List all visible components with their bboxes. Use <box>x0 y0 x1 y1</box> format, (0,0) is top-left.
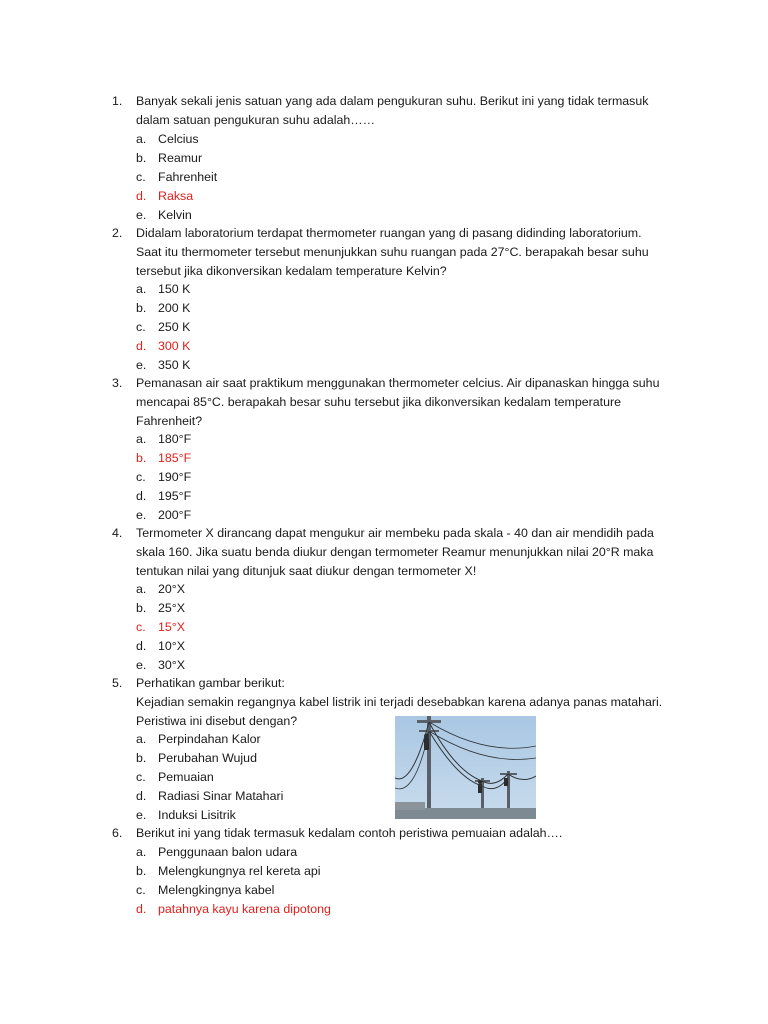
option-text: Perubahan Wujud <box>158 751 257 765</box>
question-text: Perhatikan gambar berikut: <box>136 676 285 690</box>
option-text: 250 K <box>158 320 191 334</box>
option-label: d. <box>136 789 147 803</box>
question-number: 3. <box>112 376 123 390</box>
question-text: Didalam laboratorium terdapat thermometer ruangan yang di pasang didinding laboratorium. <box>136 226 642 240</box>
question-text: skala 160. Jika suatu benda diukur dengan termometer Reamur menunjukkan nilai 20°R maka <box>136 545 654 559</box>
option-label: e. <box>136 208 147 222</box>
option-text: 350 K <box>158 358 191 372</box>
answer-option-text: 185°F <box>158 451 192 465</box>
option-label: b. <box>136 151 147 165</box>
option-text: Reamur <box>158 151 203 165</box>
question-number: 5. <box>112 676 123 690</box>
answer-option-text: 300 K <box>158 339 191 353</box>
option-text: Fahrenheit <box>158 170 218 184</box>
option-label: c. <box>136 170 146 184</box>
question-number: 6. <box>112 826 123 840</box>
question-text: dalam satuan pengukuran suhu adalah…… <box>136 113 376 127</box>
option-label: a. <box>136 132 147 146</box>
question-text: Fahrenheit? <box>136 414 203 428</box>
option-label: a. <box>136 845 147 859</box>
option-text: 25°X <box>158 601 186 615</box>
option-label: e. <box>136 658 147 672</box>
answer-option-label: b. <box>136 451 147 465</box>
option-text: Penggunaan balon udara <box>158 845 298 859</box>
option-text: 195°F <box>158 489 192 503</box>
option-text: 20°X <box>158 582 186 596</box>
option-text: 200°F <box>158 508 192 522</box>
question-number: 2. <box>112 226 123 240</box>
question-text: Termometer X dirancang dapat mengukur air membeku pada skala - 40 dan air mendidih pada <box>136 526 654 540</box>
question-text: Saat itu thermometer tersebut menunjukkan suhu ruangan pada 27°C. berapakah besar suhu <box>136 245 649 259</box>
option-text: 150 K <box>158 282 191 296</box>
answer-option-text: 15°X <box>158 620 186 634</box>
question-text: Kejadian semakin regangnya kabel listrik ini terjadi desebabkan karena adanya panas matahari. <box>136 695 663 709</box>
option-text: Pemuaian <box>158 770 214 784</box>
option-label: d. <box>136 639 147 653</box>
option-text: Induksi Lisitrik <box>158 808 236 822</box>
option-label: a. <box>136 282 147 296</box>
question-text: Pemanasan air saat praktikum menggunakan thermometer celcius. Air dipanaskan hingga suhu <box>136 376 660 390</box>
option-text: Perpindahan Kalor <box>158 732 261 746</box>
power-line-photo-svg <box>395 716 536 819</box>
option-label: c. <box>136 470 146 484</box>
option-label: b. <box>136 301 147 315</box>
question-number: 4. <box>112 526 123 540</box>
question-text: Banyak sekali jenis satuan yang ada dalam pengukuran suhu. Berikut ini yang tidak termasuk <box>136 94 649 108</box>
option-label: b. <box>136 751 147 765</box>
option-label: a. <box>136 732 147 746</box>
option-label: a. <box>136 432 147 446</box>
option-text: 180°F <box>158 432 192 446</box>
power-line-photo-icon <box>395 716 536 819</box>
answer-option-label: d. <box>136 189 147 203</box>
option-label: c. <box>136 320 146 334</box>
option-label: a. <box>136 582 147 596</box>
option-label: d. <box>136 489 147 503</box>
question-number: 1. <box>112 94 123 108</box>
answer-option-text: Raksa <box>158 189 194 203</box>
option-text: Melengkingnya kabel <box>158 883 275 897</box>
answer-option-label: d. <box>136 902 147 916</box>
option-label: b. <box>136 864 147 878</box>
option-label: c. <box>136 770 146 784</box>
option-text: Kelvin <box>158 208 192 222</box>
answer-option-label: d. <box>136 339 147 353</box>
option-text: 200 K <box>158 301 191 315</box>
option-text: Radiasi Sinar Matahari <box>158 789 284 803</box>
option-label: c. <box>136 883 146 897</box>
option-label: b. <box>136 601 147 615</box>
question-text: tersebut jika dikonversikan kedalam temperature Kelvin? <box>136 264 447 278</box>
question-text: mencapai 85°C. berapakah besar suhu tersebut jika dikonversikan kedalam temperature <box>136 395 622 409</box>
option-text: 10°X <box>158 639 186 653</box>
answer-option-label: c. <box>136 620 146 634</box>
option-text: Melengkungnya rel kereta api <box>158 864 321 878</box>
question-text: tentukan nilai yang ditunjuk saat diukur dengan termometer X! <box>136 564 477 578</box>
option-label: e. <box>136 358 147 372</box>
option-label: e. <box>136 508 147 522</box>
question-text: Peristiwa ini disebut dengan? <box>136 714 298 728</box>
option-text: Celcius <box>158 132 199 146</box>
option-text: 30°X <box>158 658 186 672</box>
answer-option-text: patahnya kayu karena dipotong <box>158 902 331 916</box>
option-text: 190°F <box>158 470 192 484</box>
option-label: e. <box>136 808 147 822</box>
question-text: Berikut ini yang tidak termasuk kedalam contoh peristiwa pemuaian adalah…. <box>136 826 563 840</box>
